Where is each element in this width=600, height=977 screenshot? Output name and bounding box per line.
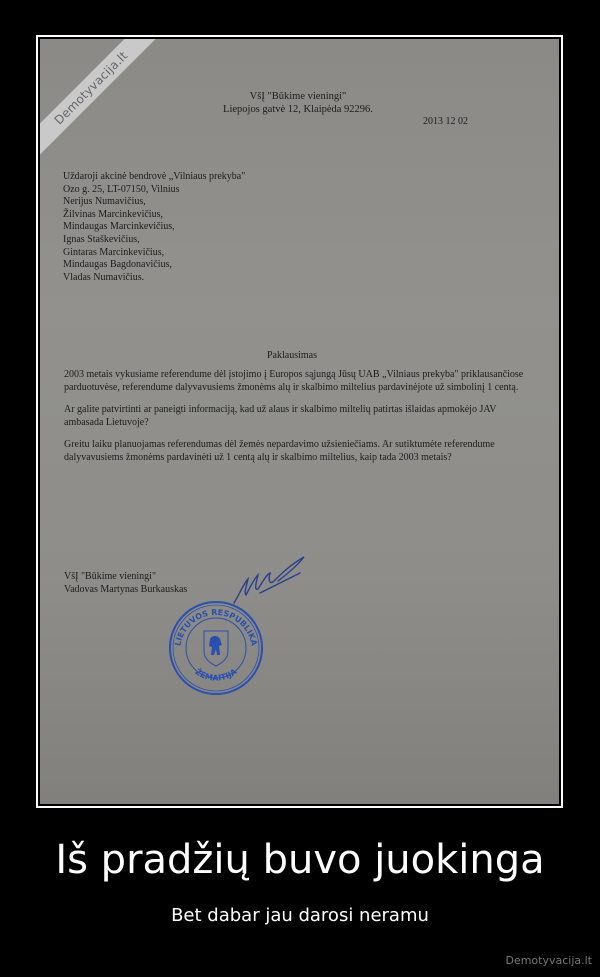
poster-subtitle: Bet dabar jau darosi neramu <box>171 905 429 926</box>
signature-block <box>64 571 187 596</box>
addressee-line: Ignas Staškevičius, <box>63 233 140 245</box>
site-ribbon[interactable]: Demotyvacija.lt <box>40 39 159 156</box>
sender-address: Liepojos gatvė 12, Klaipėda 92296. <box>223 103 373 115</box>
letter-header <box>208 91 388 116</box>
addressee-line: Vladas Numavičius. <box>63 271 145 283</box>
addressee-line: Ozo g. 25, LT-07150, Vilnius <box>63 183 180 195</box>
paragraph: 2003 metais vykusiame referendume dėl įstojimo į Europos sąjungą Jūsų UAB „Vilniaus prekyba" priklausančiose parduotuvėse, referendume dalyvavusiems žmonėms alų ir skalbimo miltelius pardavinėjote už simbolinį 1 centą. <box>64 369 524 393</box>
site-watermark[interactable]: Demotyvacija.lt <box>505 954 592 967</box>
official-stamp-icon <box>166 599 266 697</box>
addressee-line: Žilvinas Marcinkevičius, <box>63 208 163 220</box>
letter-body <box>64 369 524 475</box>
letter-title: Paklausimas <box>267 350 317 361</box>
sender-org: VšĮ "Būkime vieningi" <box>249 91 347 102</box>
signer-name: Vadovas Martynas Burkauskas <box>64 583 188 595</box>
addressee-line: Uždaroji akcinė bendrovė „Vilniaus prekyba" <box>63 171 246 182</box>
paragraph: Greitu laiku planuojamas referendumas dėl žemės nepardavimo užsieniečiams. Ar sutiktumėte referendume dalyvavusiems žmonėms pardavinėti už 1 centą alų ir skalbimo miltelius, kaip tada 2003 metais? <box>64 439 495 463</box>
addressee-line: Mindaugas Bagdonavičius, <box>63 259 172 271</box>
poster-title: Iš pradžių buvo juokinga <box>55 837 545 883</box>
poster-frame <box>36 35 563 808</box>
document-photo <box>40 39 559 804</box>
addressee-line: Mindaugas Marcinkevičius, <box>63 221 175 233</box>
svg-text:LIETUVOS RESPUBLIKA: LIETUVOS RESPUBLIKA <box>173 607 259 647</box>
letter-date: 2013 12 02 <box>423 116 468 127</box>
addressee-line: Nerijus Numavičius, <box>63 196 146 208</box>
paragraph: Ar galite patvirtinti ar paneigti informaciją, kad už alaus ir skalbimo miltelių patirtas išlaidas apmokėjo JAV ambasada Lietuvoje? <box>64 404 497 428</box>
addressee-line: Gintaras Marcinkevičius, <box>63 246 165 258</box>
svg-text:ŽEMAITIJA: ŽEMAITIJA <box>193 667 239 683</box>
addressee-block <box>63 171 245 284</box>
signature-org: VšĮ "Būkime vieningi" <box>64 571 157 582</box>
